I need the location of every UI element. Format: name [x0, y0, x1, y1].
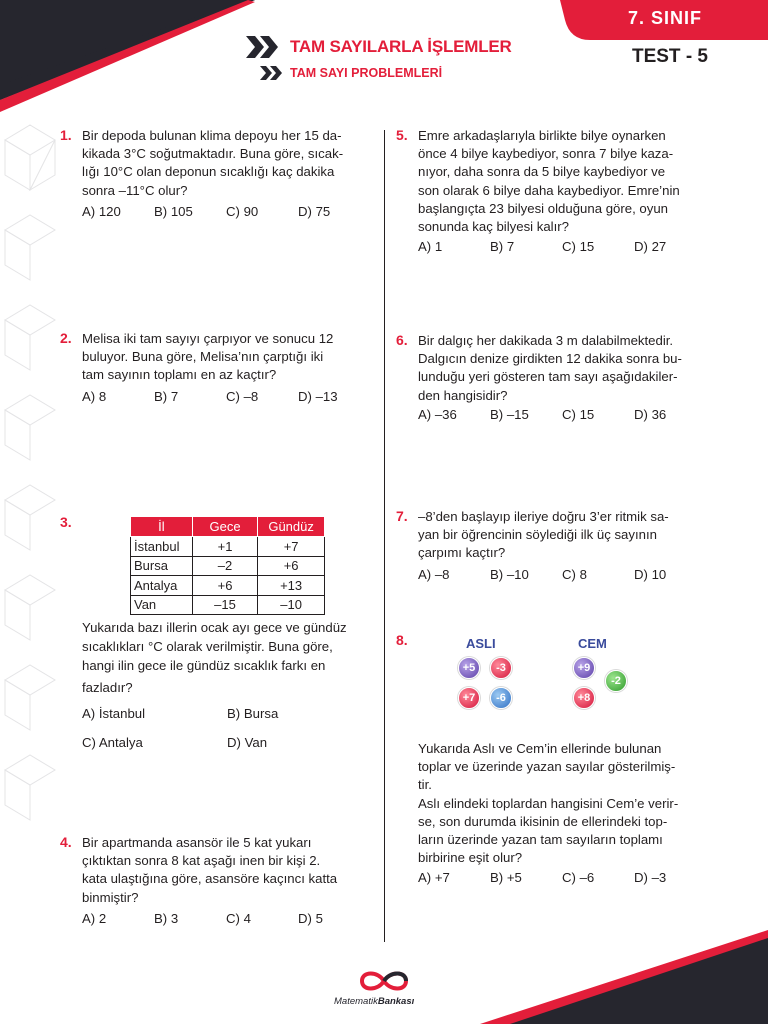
table-row: [131, 537, 325, 557]
left-pattern-decoration: [0, 120, 60, 880]
text-line: Bir depoda bulunan klima depoyu her 15 da-: [82, 128, 342, 143]
option-a[interactable]: A) –8: [418, 567, 450, 582]
question-text: [82, 618, 372, 697]
table-cell: Van: [131, 595, 193, 615]
option-a[interactable]: A) 2: [82, 911, 107, 926]
text-line: nıyor, daha sonra da 5 bilye kaybediyor ve: [418, 164, 666, 180]
question-text: [418, 740, 708, 867]
cem-name: CEM: [578, 636, 607, 651]
text-line: son olarak 6 bilye daha kaybediyor. Emre’nin: [418, 182, 680, 198]
text-line: lığı 10°C olan deponun sıcaklığı kaç dakika: [82, 164, 335, 180]
top-left-decoration: [0, 0, 300, 120]
text-line: den hangisidir?: [418, 387, 508, 403]
text-line: tam sayının toplamı en az kaçtır?: [82, 367, 277, 383]
text-line: Aslı elindeki toplardan hangisini Cem’e verir-: [418, 795, 679, 811]
question-number: 5.: [396, 127, 408, 143]
table-cell: +6: [258, 556, 325, 576]
ball-minus2: -2: [605, 670, 627, 692]
question-text: [418, 508, 708, 563]
ball-plus7: +7: [458, 687, 480, 709]
option-d[interactable]: D) 27: [634, 239, 667, 254]
table-cell: +6: [192, 576, 257, 596]
cem-group: [571, 636, 651, 716]
option-b[interactable]: B) 3: [154, 911, 179, 926]
option-d[interactable]: D) 5: [298, 911, 323, 926]
ball-plus5: +5: [458, 657, 480, 679]
brand-name-part1: Matematik: [334, 996, 378, 1007]
text-line: hangi ilin gece ile gündüz sıcaklık farkı en: [82, 658, 326, 673]
text-line: Bir dalgıç her dakikada 3 m dalabilmektedir.: [418, 333, 674, 348]
question-number: 2.: [60, 330, 72, 346]
option-d[interactable]: D) –3: [634, 870, 667, 885]
text-line: birbirine eşit olur?: [418, 850, 523, 866]
table-cell: Antalya: [131, 576, 193, 596]
question-text: [418, 127, 708, 236]
table-cell: –10: [258, 595, 325, 615]
text-line: Yukarıda Aslı ve Cem’in ellerinde bulunan: [418, 741, 662, 756]
brand-name: [334, 996, 414, 1007]
text-line: sonra –11°C olur?: [82, 182, 188, 198]
option-a[interactable]: A) 8: [82, 389, 107, 404]
option-b[interactable]: B) 7: [154, 389, 179, 404]
question-number: 4.: [60, 834, 72, 850]
option-d[interactable]: D) Van: [227, 735, 268, 750]
grade-label: 7. SINIF: [627, 8, 702, 28]
option-a[interactable]: A) İstanbul: [82, 706, 146, 721]
option-c[interactable]: C) 15: [562, 239, 595, 254]
table-cell: –15: [192, 595, 257, 615]
question-number: 6.: [396, 332, 408, 348]
option-c[interactable]: C) Antalya: [82, 735, 143, 750]
question-text: [82, 834, 372, 907]
option-b[interactable]: B) 105: [154, 204, 193, 219]
title-chevrons-icon: [246, 36, 282, 58]
bottom-right-decoration: [460, 930, 768, 1024]
text-line: lunduğu yeri gösteren tam sayı aşağıdakiler-: [418, 369, 678, 385]
text-line: önce 4 bilye kaybediyor, sonra 7 bilye kaza-: [418, 146, 674, 162]
text-line: toplar ve üzerinde yazan sayılar gösterilmiş-: [418, 759, 676, 775]
text-line: Dalgıcın denize girdikten 12 dakika sonra bu-: [418, 351, 682, 367]
option-d[interactable]: D) 10: [634, 567, 667, 582]
option-d[interactable]: D) –13: [298, 389, 338, 404]
ball-minus3: -3: [490, 657, 512, 679]
subtitle-chevrons-icon: [260, 66, 284, 80]
option-d[interactable]: D) 36: [634, 407, 667, 422]
option-a[interactable]: A) 1: [418, 239, 443, 254]
text-line: kata ulaştığına göre, asansöre kaçıncı katta: [82, 871, 338, 887]
option-d[interactable]: D) 75: [298, 204, 331, 219]
option-c[interactable]: C) –6: [562, 870, 595, 885]
text-line: binmiştir?: [82, 889, 139, 905]
table-cell: –2: [192, 556, 257, 576]
table-row: [131, 595, 325, 615]
table-row: [131, 576, 325, 596]
question-number: 7.: [396, 508, 408, 524]
text-line: çıktıktan sonra 8 kat aşağı inen bir kişi 2.: [82, 853, 321, 869]
page-title: TAM SAYILARLA İŞLEMLER: [290, 37, 512, 56]
table-cell: Bursa: [131, 556, 193, 576]
test-number: TEST - 5: [631, 46, 708, 67]
text-line: tir.: [418, 777, 432, 793]
ball-plus9: +9: [573, 657, 595, 679]
table-cell: +7: [258, 537, 325, 557]
option-c[interactable]: C) 90: [226, 204, 259, 219]
option-c[interactable]: C) –8: [226, 389, 259, 404]
option-a[interactable]: A) 120: [82, 204, 121, 219]
question-number: 1.: [60, 127, 72, 143]
text-line: Melisa iki tam sayıyı çarpıyor ve sonucu 12: [82, 331, 334, 346]
text-line: sıcaklıkları °C olarak verilmiştir. Buna göre,: [82, 639, 333, 654]
text-line: Yukarıda bazı illerin ocak ayı gece ve gündüz: [82, 620, 347, 635]
text-line: Bir apartmanda asansör ile 5 kat yukarı: [82, 835, 312, 850]
column-header: Gece: [192, 517, 257, 537]
asli-name: ASLI: [466, 636, 496, 651]
page-subtitle: TAM SAYI PROBLEMLERİ: [290, 66, 443, 80]
asli-group: [454, 636, 534, 716]
table-row: [131, 556, 325, 576]
table-cell: İstanbul: [131, 537, 193, 557]
question-text: [82, 330, 372, 385]
question-number: 3.: [60, 514, 72, 530]
option-b[interactable]: B) –10: [490, 567, 529, 582]
column-header: İl: [131, 517, 193, 537]
question-text: [82, 127, 372, 200]
text-line: –8’den başlayıp ileriye doğru 3’er ritmik sa-: [418, 509, 669, 524]
table-cell: +1: [192, 537, 257, 557]
text-line: Emre arkadaşlarıyla birlikte bilye oynarken: [418, 128, 666, 143]
column-header: Gündüz: [258, 517, 325, 537]
option-b[interactable]: B) +5: [490, 870, 522, 885]
text-line: sonunda kaç bilyesi kalır?: [418, 219, 570, 235]
question-number: 8.: [396, 632, 408, 648]
text-line: kikada 3°C soğutmaktadır. Buna göre, sıcak-: [82, 146, 344, 162]
option-b[interactable]: B) Bursa: [227, 706, 279, 721]
option-a[interactable]: A) –36: [418, 407, 457, 422]
brand-logo-icon: [356, 968, 412, 994]
question-text: [418, 332, 708, 405]
option-c[interactable]: C) 15: [562, 407, 595, 422]
text-line: fazladır?: [82, 680, 133, 695]
table-cell: +13: [258, 576, 325, 596]
text-line: yan bir öğrencinin söylediği ilk üç sayının: [418, 527, 657, 543]
option-c[interactable]: C) 8: [562, 567, 587, 582]
option-b[interactable]: B) 7: [490, 239, 515, 254]
brand-name-part2: Bankası: [377, 996, 415, 1007]
option-b[interactable]: B) –15: [490, 407, 529, 422]
table-header-row: [131, 517, 325, 537]
option-a[interactable]: A) +7: [418, 870, 450, 885]
column-divider: [384, 130, 385, 942]
ball-minus6: -6: [490, 687, 512, 709]
temperature-table: [130, 516, 325, 615]
text-line: se, son durumda ikisinin de ellerindeki top-: [418, 813, 668, 829]
text-line: buluyor. Buna göre, Melisa’nın çarptığı iki: [82, 349, 324, 365]
text-line: ların üzerinde yazan tam sayıların toplamı: [418, 832, 663, 848]
ball-plus8: +8: [573, 687, 595, 709]
option-c[interactable]: C) 4: [226, 911, 251, 926]
text-line: başlangıçta 23 bilyesi olduğuna göre, oyun: [418, 200, 669, 216]
text-line: çarpımı kaçtır?: [418, 545, 506, 561]
